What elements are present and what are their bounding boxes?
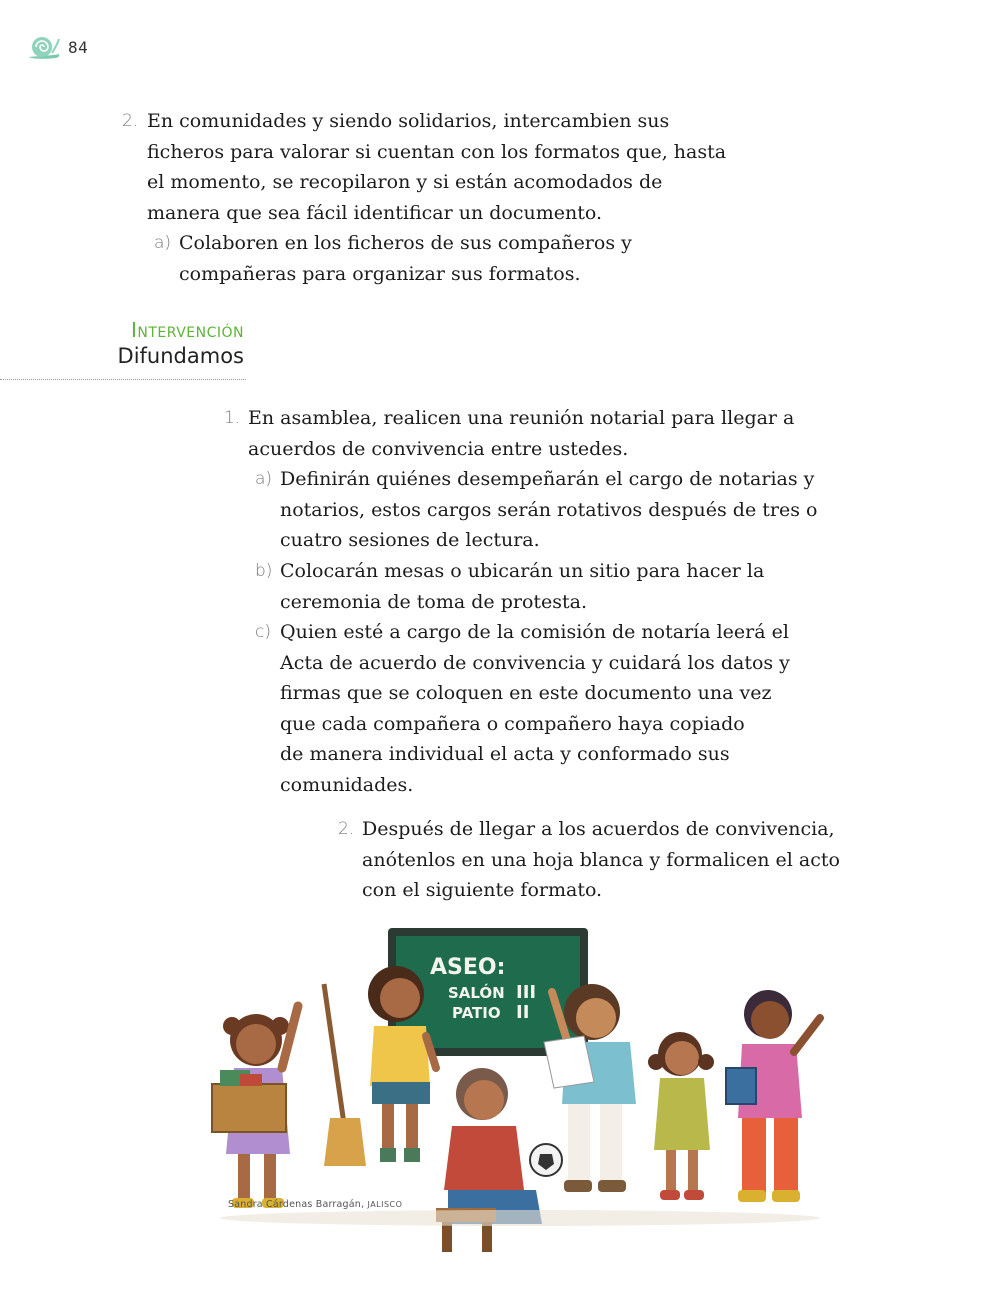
text-line: con el siguiente formato. bbox=[362, 879, 603, 901]
section-heading bbox=[0, 318, 246, 368]
text-line: Acta de acuerdo de convivencia y cuidará los datos y bbox=[280, 651, 790, 674]
board-line-aseo: ASEO: bbox=[430, 955, 506, 980]
text-line: compañeras para organizar sus formatos. bbox=[179, 262, 581, 285]
list-item-2-second bbox=[338, 814, 840, 906]
board-tally-patio: II bbox=[516, 1002, 530, 1023]
text-line: Colaboren en los ficheros de sus compañeros y bbox=[179, 232, 632, 254]
text-line: ficheros para valorar si cuentan con los formatos que, hasta bbox=[147, 140, 727, 163]
text-line: comunidades. bbox=[280, 773, 414, 796]
text-line: Quien esté a cargo de la comisión de notaría leerá el bbox=[280, 621, 789, 643]
illustration-credit bbox=[228, 1199, 402, 1210]
text-line: Colocarán mesas o ubicarán un sitio para hacer la bbox=[280, 560, 765, 582]
text-line: que cada compañera o compañero haya copiado bbox=[280, 712, 745, 735]
list-letter: a) bbox=[255, 469, 273, 489]
list-number: 2. bbox=[122, 111, 139, 131]
text-line: de manera individual el acta y conformado sus bbox=[280, 743, 730, 765]
child-with-pigtails bbox=[648, 1032, 714, 1200]
text-line: Después de llegar a los acuerdos de convivencia, bbox=[362, 818, 835, 840]
credit-name: Sandra Cárdenas Barragán, bbox=[228, 1199, 365, 1210]
list-number: 1. bbox=[224, 408, 241, 428]
credit-state: JALISCO bbox=[367, 1200, 403, 1209]
list-item-2a bbox=[154, 228, 632, 289]
page-header bbox=[26, 32, 88, 62]
section-label: Intervención bbox=[130, 318, 244, 342]
snail-icon bbox=[26, 33, 62, 61]
list-item-1a bbox=[255, 464, 818, 556]
list-item-2 bbox=[122, 106, 727, 228]
page-number: 84 bbox=[68, 37, 89, 57]
board-tally-salon: III bbox=[516, 982, 537, 1003]
list-letter: b) bbox=[255, 561, 273, 581]
section-title: Difundamos bbox=[117, 344, 244, 368]
text-line: firmas que se coloquen en este documento una vez bbox=[280, 682, 772, 704]
child-with-box bbox=[212, 1006, 298, 1208]
text-line: En comunidades y siendo solidarios, intercambien sus bbox=[147, 110, 670, 132]
child-with-book bbox=[726, 990, 820, 1202]
list-item-1c bbox=[255, 617, 790, 800]
list-item-1b bbox=[255, 556, 765, 617]
text-line: anótenlos en una hoja blanca y formalicen el acto bbox=[362, 848, 840, 871]
list-number: 2. bbox=[338, 819, 355, 839]
text-line: notarios, estos cargos serán rotativos después de tres o bbox=[280, 498, 818, 521]
text-line: manera que sea fácil identificar un documento. bbox=[147, 201, 602, 224]
text-line: el momento, se recopilaron y si están acomodados de bbox=[147, 171, 663, 193]
text-line: acuerdos de convivencia entre ustedes. bbox=[248, 437, 629, 460]
text-line: Definirán quiénes desempeñarán el cargo de notarias y bbox=[280, 468, 815, 490]
text-line: En asamblea, realicen una reunión notarial para llegar a bbox=[248, 407, 795, 429]
list-letter: c) bbox=[255, 622, 271, 642]
text-line: ceremonia de toma de protesta. bbox=[280, 590, 588, 613]
section-divider bbox=[0, 379, 246, 380]
list-item-1 bbox=[224, 403, 795, 464]
child-with-broom bbox=[324, 966, 436, 1166]
board-line-patio: PATIO bbox=[452, 1004, 501, 1022]
text-line: cuatro sesiones de lectura. bbox=[280, 529, 540, 551]
board-line-salon: SALÓN bbox=[448, 984, 505, 1002]
list-letter: a) bbox=[154, 233, 172, 253]
